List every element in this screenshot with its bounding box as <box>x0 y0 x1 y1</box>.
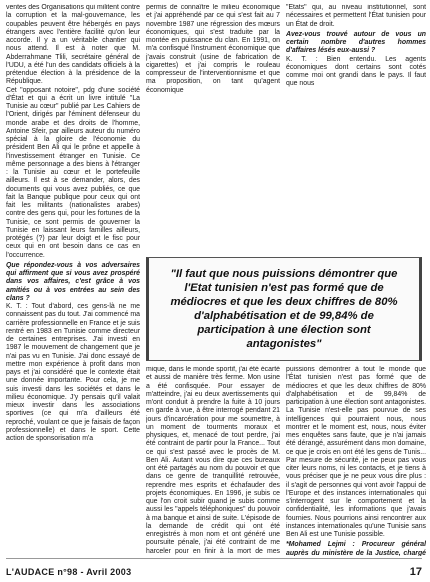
paragraph: puissions démontrer à tout le monde que l'État tunisien n'est pas formé que de médiocres et que les deux chiffres de 80% d'alphabétisation et de 99,84% de participation à une élection sont antagonistes. La Tunisie n'est-elle pas pourvue de ses intelligences qui pourraient nous, nous montrer et le moment est, nous, nous éviter mes enquêtes sans faute, que je n'ai jamais été dérangé, assurément dans mon domaine, ce que je crois en ont été les gens de Tunis... Par mesure de sécurité, je ne peux pas vous citer leurs noms, ni les contacts, et je tiens à vous préciser que je ne peux vous dire plus : il s'agit de personnes qui vont avoir l'appui de l'Europe et des instances internationales qui s'interrogent sur le comportement et la confidentialité, les informations que j'avais fournies. Nous pourrions ainsi rencontrer aux instances internationales qu'une Tunisie sans Ben Ali est une Tunisie possible. <box>286 366 426 538</box>
interview-question: Avez-vous trouvé autour de vous un certain nombre d'autres hommes d'affaires lésés eux-aussi ? <box>286 30 426 55</box>
interview-question: Que répondez-vous à vos adversaires qui affirment que si vous avez prospéré dans vos affaires, c'est grâce à vos amitiés ou à vos entrées au sein des clans ? <box>6 261 140 302</box>
paragraph: "États" qui, au niveau institutionnel, sont nécessaires et permettent l'État tunisien pour un État de droit. <box>286 4 426 28</box>
article-column-2-continued <box>146 366 280 556</box>
interview-answer: K. T. : Bien entendu. Les agents économiques dont certains sont cotés comme moi ont grandi dans le pays. Il faut que nous <box>286 55 426 88</box>
paragraph: permis de connaître le milieu économique et j'ai appréhendé par ce qui s'est fait au 7 novembre 1987 une régression des mœurs économiques, qui s'est traduite par la montée en puissance du clan. En 1991, on m'a confisqué l'instrument économique que j'avais construit (usine de fabrication de cigarettes) et j'ai compris le rouleau compresseur de l'interventionnisme et que ma proposition, on tant qu'agent économique <box>146 4 280 94</box>
pull-quote-text: "Il faut que nous puissions démontrer que l'Etat tunisien n'est pas formé que de médiocres et que les deux chiffres de 80% d'alphabétisation et de 99,84% de participation à une élection sont antagonistes" <box>170 268 398 350</box>
article-column-1 <box>6 4 140 555</box>
article-column-3-continued <box>286 366 426 556</box>
publication-name: L'AUDACE n°98 - Avril 2003 <box>6 567 132 577</box>
page-footer <box>6 558 422 579</box>
paragraph: mique, dans le monde sportif, j'ai été écarté et aussi de manière très ferme. Mon usine a été confisquée. Pour essayer de m'atteindre, j'ai eu deux avertissements qui m'ont conduit à prendre la fuite à 10 jours en garde à vue, à être interrogé pendant 21 jours d'incarcération pour me soumettre, à un moment de tourments moraux et physiques, et, menacé de tout perdre, j'ai été contraint de partir pour la France... Tout ce qui s'est passé avec le procès de M. Ben Ali. Autant vous dire que ces bureaux ont été partagés au nom du pouvoir et que dans ce genre de tranquillité retrouvée, reprendre mes esprits et échafauder des projets économiques. En 1996, je subis ce que l'on croit subir quand je subis comme aussi les "appels téléphoniques" du pouvoir à ma banque et ainsi de suite. L'épisode de la demande de crédit qui ont été enregistrés à mon nom et ont généré une poursuite pénale, j'ai été contraint de me harceler pour en finir à la mort de mes <box>146 366 280 555</box>
interview-answer: K. T. : Tout d'abord, ces gens-là ne me connaissent pas du tout. J'ai commencé ma carrière professionnelle en France et je suis rentré en 1983 en Tunisie comme directeur de certaines entreprises. J'ai investi en 1987 le mouvement de changement que je n'ai pas vu en Tunisie. J'ai donc essayé de mettre mon expérience à profit dans mon pays et j'ai considéré que le contexte était une donnée importante. Pour cela, je me suis investi dans les sociétés et dans le milieu économique. J'y pensais qu'il valait mieux investir dans les associations sportives (ce qui m'a d'ailleurs été reproché, voulant ce que je faisais de façon professionnelle) et dans le sport. Cette action de sponsorisation m'a <box>6 303 140 442</box>
page-number: 17 <box>409 566 422 578</box>
pull-quote-box <box>146 257 422 361</box>
article-column-2 <box>146 4 280 256</box>
footnote: *Mohamed Lejmi : Procureur général auprès du ministère de la Justice, chargé <box>286 541 426 556</box>
paragraph: ventes des Organisations qui militent contre la corruption et la mal-gouvernance, les coupables peuvent être hébergés en pays étrangers avec l'entière facilité qu'on leur accorde. Il y a un véritable chantier qui nous attend. Il est à noter que M. Abderrahmane Tlili, secrétaire général de l'UDU, a été l'un des candidats officiels à la prétendue élection à la présidence de la République. <box>6 4 140 86</box>
article-column-3 <box>286 4 426 256</box>
paragraph: Cet "opposant notoire", pdg d'une société d'État et qui a écrit un livre intitulé "La Tunisie au cœur" publié par Les Cahiers de l'Orient, dirigés par l'éminent défenseur du monde arabe et des droits de l'homme, Antoine Sfeir, par ailleurs auteur du numéro spécial à la gloire de l'économie du président Ben Ali qui le prône et appelle à l'investissement étranger en Tunisie. Ce même personnage a des biens à l'étranger : la Tunisie au cœur et le portefeuille ailleurs. Il est à se demander, alors, des documents qui vous avez publiés, ce que fait la Banque publique pour ceux qui ont fait les militants (nationalistes arabes) contre des gens qui, pour les fortunes de la Tunisie, ce sont permis de gouverner la Tunisie en laissant leurs familles ailleurs, protégés (?) par leur doigt et le fisc pour ceux qui en ont besoin dans ce cas en l'occurrence. <box>6 86 140 259</box>
